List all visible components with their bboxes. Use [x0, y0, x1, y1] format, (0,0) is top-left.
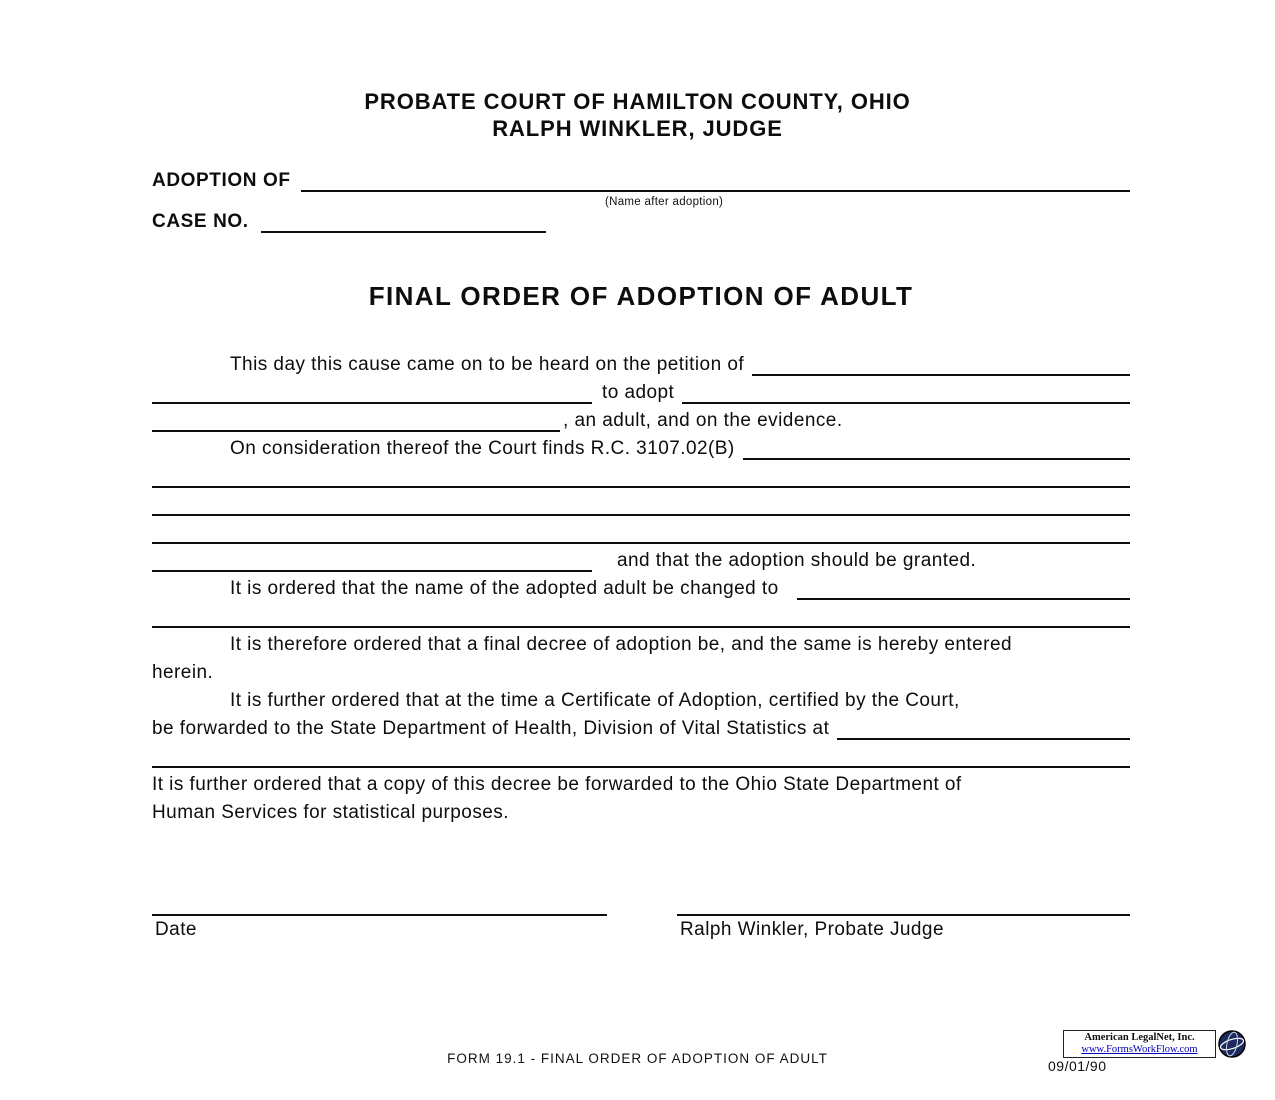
adoptee-name-blank: [682, 380, 1130, 404]
body-line-5: [152, 460, 1130, 488]
case-caption: [152, 166, 1130, 233]
decree-entered-text-1: It is therefore ordered that a final decree of adoption be, and the same is hereby entered: [230, 634, 1012, 655]
body-line-16: [152, 768, 1130, 796]
vital-statistics-address-blank-2: [152, 744, 1130, 768]
court-name: PROBATE COURT OF HAMILTON COUNTY, OHIO: [364, 89, 911, 114]
findings-blank-line-4: [152, 548, 592, 572]
name-after-adoption-note: (Name after adoption): [605, 196, 724, 208]
findings-blank-line-2: [152, 492, 1130, 516]
decree-entered-text-2: herein.: [152, 662, 214, 683]
adoption-name-blank: [301, 168, 1130, 192]
to-adopt-text: to adopt: [602, 382, 675, 403]
body-line-12: [152, 656, 1130, 684]
adoptee-name-blank-2: [152, 408, 560, 432]
judge-signature-column: [677, 896, 1130, 941]
footer-revision-date: 09/01/90: [1048, 1058, 1107, 1074]
american-legalnet-box: [1063, 1030, 1216, 1058]
new-name-blank-2: [152, 604, 1130, 628]
date-signature-column: [152, 896, 607, 941]
body-line-7: [152, 516, 1130, 544]
new-name-blank: [797, 576, 1130, 600]
findings-blank-line-3: [152, 520, 1130, 544]
judge-name: RALPH WINKLER, JUDGE: [492, 116, 783, 141]
body-line-3: [152, 404, 1130, 432]
case-no-label: CASE NO.: [152, 211, 249, 232]
certificate-text-2: be forwarded to the State Department of Health, Division of Vital Statistics at: [152, 718, 830, 739]
petition-lead-text: This day this cause came on to be heard on the petition of: [230, 354, 745, 375]
body-line-4: [152, 432, 1130, 460]
body-line-13: [152, 684, 1130, 712]
body-line-10: [152, 600, 1130, 628]
vendor-name: American LegalNet, Inc.: [1084, 1032, 1195, 1043]
case-no-blank: [261, 209, 546, 233]
judge-signature-line: [677, 896, 1130, 916]
findings-blank: [743, 436, 1130, 460]
court-header: [0, 88, 1275, 142]
copy-decree-text-2: Human Services for statistical purposes.: [152, 802, 509, 823]
judge-signature-label: Ralph Winkler, Probate Judge: [680, 919, 944, 940]
body-line-1: [152, 348, 1130, 376]
adoption-of-row: [152, 166, 1130, 192]
body-line-17: [152, 796, 1130, 824]
form-title: FINAL ORDER OF ADOPTION OF ADULT: [368, 281, 914, 311]
body-line-14: [152, 712, 1130, 740]
copy-decree-text-1: It is further ordered that a copy of this decree be forwarded to the Ohio State Department of: [152, 774, 962, 795]
granted-text: and that the adoption should be granted.: [617, 550, 977, 571]
date-signature-line: [152, 896, 607, 916]
signature-block: [152, 896, 1130, 941]
adoption-of-label: ADOPTION OF: [152, 170, 291, 191]
consideration-text: On consideration thereof the Court finds R.C. 3107.02(B): [230, 438, 735, 459]
body-line-15: [152, 740, 1130, 768]
footer-form-label: FORM 19.1 - FINAL ORDER OF ADOPTION OF ADULT: [447, 1051, 828, 1066]
globe-icon: [1217, 1029, 1247, 1059]
name-after-adoption-row: [152, 192, 1130, 206]
vital-statistics-address-blank: [837, 716, 1130, 740]
findings-blank-line-1: [152, 464, 1130, 488]
case-no-row: [152, 207, 1130, 233]
body-line-9: [152, 572, 1130, 600]
body-line-11: [152, 628, 1130, 656]
body-line-8: [152, 544, 1130, 572]
body-line-6: [152, 488, 1130, 516]
certificate-text-1: It is further ordered that at the time a Certificate of Adoption, certified by the Court,: [230, 690, 960, 711]
petitioner-name-blank-2: [152, 380, 592, 404]
vendor-url-link[interactable]: www.FormsWorkFlow.com: [1081, 1044, 1198, 1055]
date-label: Date: [155, 919, 197, 940]
petitioner-name-blank: [752, 352, 1130, 376]
an-adult-text: , an adult, and on the evidence.: [563, 410, 843, 431]
name-change-text: It is ordered that the name of the adopted adult be changed to: [230, 578, 779, 599]
order-body: [152, 348, 1130, 824]
body-line-2: [152, 376, 1130, 404]
